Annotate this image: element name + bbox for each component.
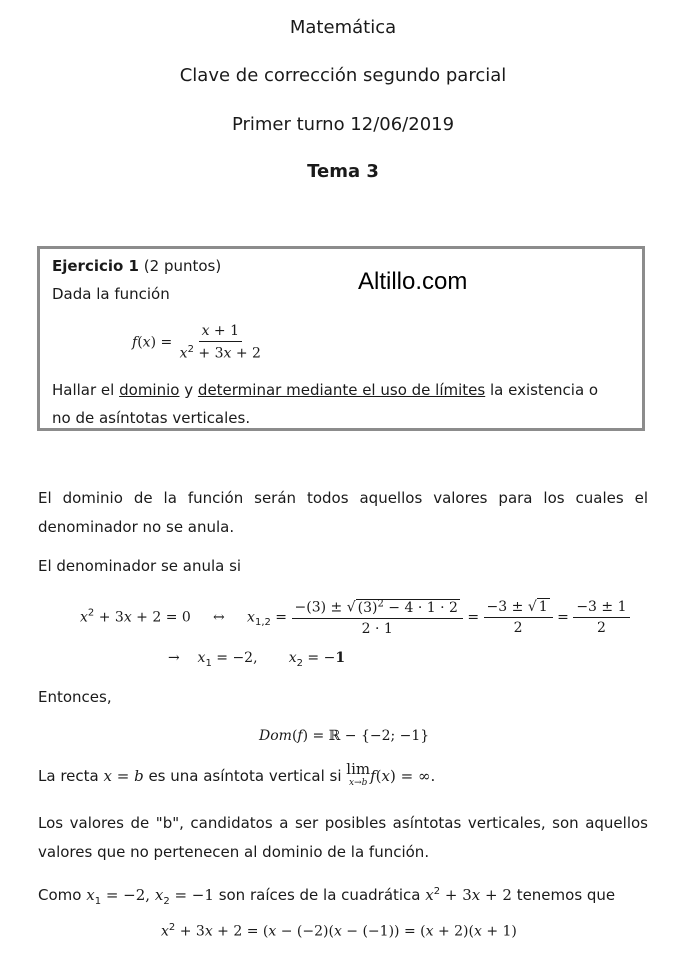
exercise-label: Ejercicio 1	[52, 257, 139, 275]
paragraph-roots: Como $x_1 = -2$, $x_2 = -1$ son raíces de la cuadrática $x^2 + 3x + 2$ tenemos que	[38, 886, 616, 907]
exam-date: Primer turno 12/06/2019	[231, 114, 455, 135]
paragraph-domain: El dominio de la función serán todos aquellos valores para los cuales el denominador no se anula.	[38, 489, 648, 536]
quadratic-roots: → $x_1 = -2$, $x_2 = -1$	[168, 650, 346, 669]
exercise-points: (2 puntos)	[143, 257, 222, 275]
quadratic-equation: $x^2 + 3x + 2 = 0$ ↔ $x_{1,2}$ = $\frac{-(3) \pm √ (3)^2 - 4 \cdot 1 \cdot 2}{2 \cdot 1}$ = $\frac{-3 \pm √ 1}{2}$ = $\frac{-3 \pm 1}{2}$	[80, 598, 630, 637]
paragraph-asymptote-def: La recta x = b es una asíntota vertical si lim x→b f(x) = ∞.	[38, 760, 436, 788]
exercise-task: Hallar el dominio y determinar mediante el uso de límites la existencia o	[52, 381, 599, 399]
exercise-heading	[52, 257, 221, 275]
subject-title: Matemática	[289, 17, 397, 38]
exercise-intro: Dada la función	[52, 285, 170, 303]
paragraph-denominator: El denominador se anula si	[38, 557, 242, 575]
exercise-task-line2: no de asíntotas verticales.	[52, 409, 251, 427]
factored-formula: $x^2 + 3x + 2 = (x - (-2)(x - (-1)) = (x + 2)(x + 1)$	[161, 922, 517, 940]
limits-text: determinar mediante el uso de límites	[197, 381, 486, 399]
function-formula: f(x) = $\frac{x + 1}{x^2 + 3x + 2}$	[132, 323, 261, 362]
exercise-box	[37, 246, 645, 431]
domain-link-text: dominio	[119, 381, 180, 399]
document-title: Clave de corrección segundo parcial	[179, 65, 507, 86]
paragraph-candidates: Los valores de "b", candidatos a ser posibles asíntotas verticales, son aquellos valores que no pertenecen al dominio de la función.	[38, 814, 648, 861]
topic-title: Tema 3	[307, 161, 379, 182]
watermark-text: Altillo.com	[358, 268, 468, 295]
paragraph-then: Entonces,	[38, 688, 112, 706]
domain-formula: Dom(f) = ℝ − {−2; −1}	[259, 728, 430, 744]
